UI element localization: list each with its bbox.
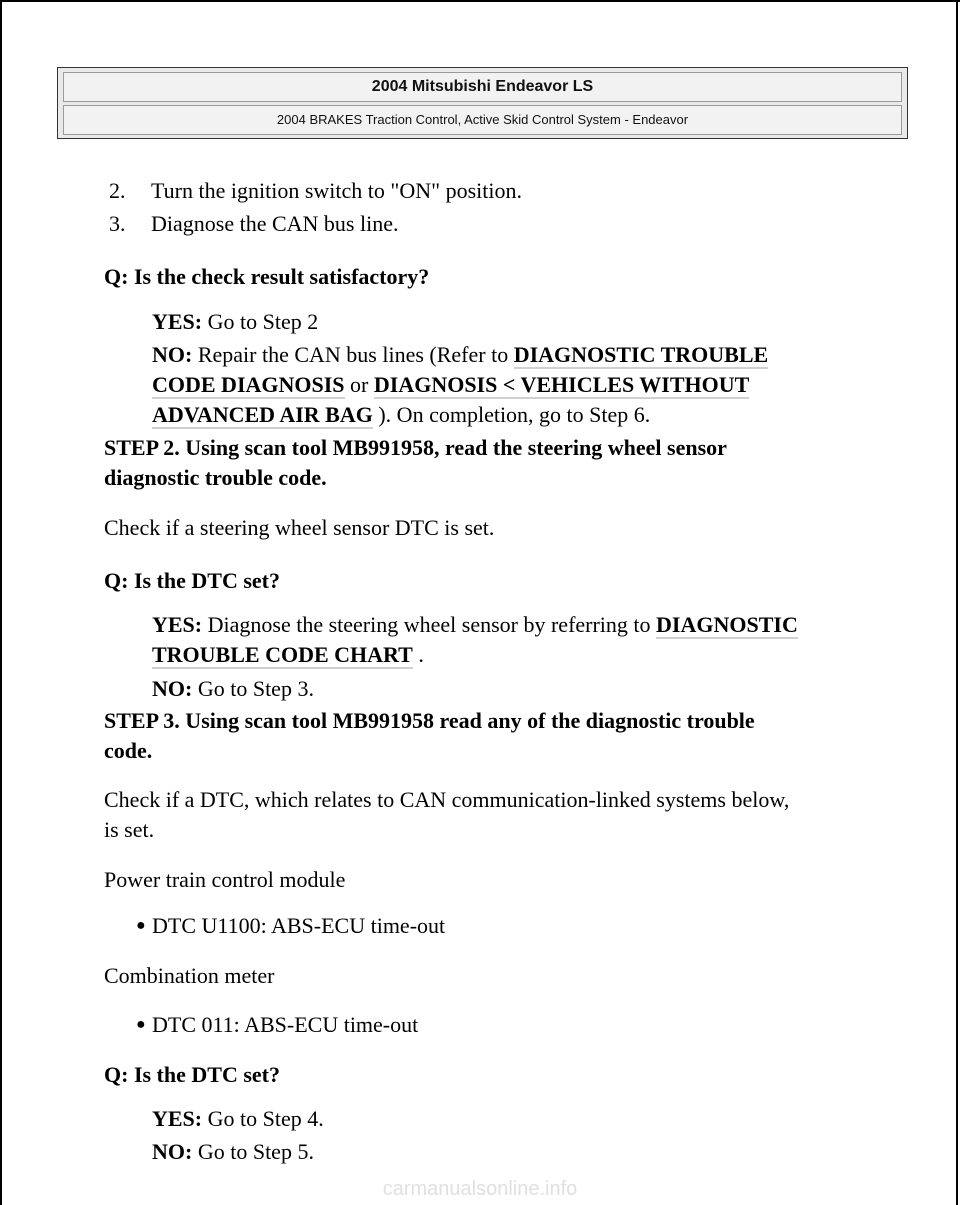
link-diagnosis-vehicles-without-aab-cont[interactable]: ADVANCED AIR BAG xyxy=(152,402,373,427)
q1-no-answer-line2 xyxy=(152,370,749,400)
step-2-heading-line1: STEP 2. Using scan tool MB991958, read the steering wheel sensor xyxy=(104,435,727,460)
step-3-number: 3. xyxy=(109,211,126,236)
link-diagnostic-trouble-code-diagnosis-cont[interactable]: CODE DIAGNOSIS xyxy=(152,372,345,397)
yes-text: Go to Step 4. xyxy=(202,1106,324,1131)
yes-label: YES: xyxy=(152,612,203,637)
link-diagnosis-vehicles-without-aab[interactable]: DIAGNOSIS < VEHICLES WITHOUT xyxy=(373,372,750,397)
step-2-heading-line2: diagnostic trouble code. xyxy=(104,465,327,490)
q1-no-answer-line1 xyxy=(152,340,768,370)
step-3-check-line1: Check if a DTC, which relates to CAN communication-linked systems below, xyxy=(104,787,790,812)
q1-yes-answer xyxy=(152,307,318,337)
step-2-item xyxy=(109,176,126,206)
q1-no-answer-line3 xyxy=(152,400,650,430)
combination-meter-label: Combination meter xyxy=(104,963,275,988)
completion-text: ). On completion, go to Step 6. xyxy=(372,402,651,427)
link-diagnostic-trouble-code-diagnosis[interactable]: DIAGNOSTIC TROUBLE xyxy=(513,342,769,367)
q2-no-answer xyxy=(152,674,314,704)
watermark: carmanualsonline.info xyxy=(382,1178,578,1200)
link-diagnostic-trouble-code-chart[interactable]: DIAGNOSTIC xyxy=(656,612,798,637)
yes-label: YES: xyxy=(152,1106,203,1131)
link-diagnostic-trouble-code-chart-cont[interactable]: TROUBLE CODE CHART xyxy=(152,642,413,667)
question-2: Q: Is the DTC set? xyxy=(104,568,280,593)
no-label: NO: xyxy=(152,676,193,701)
step-3-heading-line2: code. xyxy=(104,738,153,763)
top-rule xyxy=(0,0,960,2)
q3-no-answer xyxy=(152,1137,314,1167)
ptcm-label: Power train control module xyxy=(104,867,346,892)
no-text: Repair the CAN bus lines (Refer to xyxy=(192,342,514,367)
bullet-dot: ● xyxy=(136,917,146,934)
yes-text: Go to Step 2 xyxy=(202,309,319,334)
no-label: NO: xyxy=(152,1139,193,1164)
q2-yes-answer-line1 xyxy=(152,610,798,640)
ptcm-dtc-item: DTC U1100: ABS-ECU time-out xyxy=(152,913,446,938)
bullet-dot: ● xyxy=(136,1016,146,1033)
step-3-item xyxy=(109,209,126,239)
page-header xyxy=(57,67,908,139)
or-text: or xyxy=(344,372,374,397)
no-text: Go to Step 5. xyxy=(192,1139,314,1164)
step-2-text: Turn the ignition switch to "ON" position. xyxy=(151,178,523,203)
q3-yes-answer xyxy=(152,1104,324,1134)
q2-yes-answer-line2 xyxy=(152,640,424,670)
question-3: Q: Is the DTC set? xyxy=(104,1062,280,1087)
combo-dtc-item: DTC 011: ABS-ECU time-out xyxy=(152,1012,419,1037)
no-text: Go to Step 3. xyxy=(192,676,314,701)
yes-label: YES: xyxy=(152,309,203,334)
question-1: Q: Is the check result satisfactory? xyxy=(104,264,430,289)
yes-text: Diagnose the steering wheel sensor by referring to xyxy=(202,612,657,637)
header-title: 2004 Mitsubishi Endeavor LS xyxy=(63,72,902,102)
step-3-check-line2: is set. xyxy=(104,817,155,842)
period: . xyxy=(412,642,424,667)
step-2-check: Check if a steering wheel sensor DTC is set. xyxy=(104,515,495,540)
no-label: NO: xyxy=(152,342,193,367)
step-3-heading-line1: STEP 3. Using scan tool MB991958 read any of the diagnostic trouble xyxy=(104,708,755,733)
header-subtitle: 2004 BRAKES Traction Control, Active Skid Control System - Endeavor xyxy=(63,105,902,135)
step-3-text: Diagnose the CAN bus line. xyxy=(151,211,399,236)
step-2-number: 2. xyxy=(109,178,126,203)
